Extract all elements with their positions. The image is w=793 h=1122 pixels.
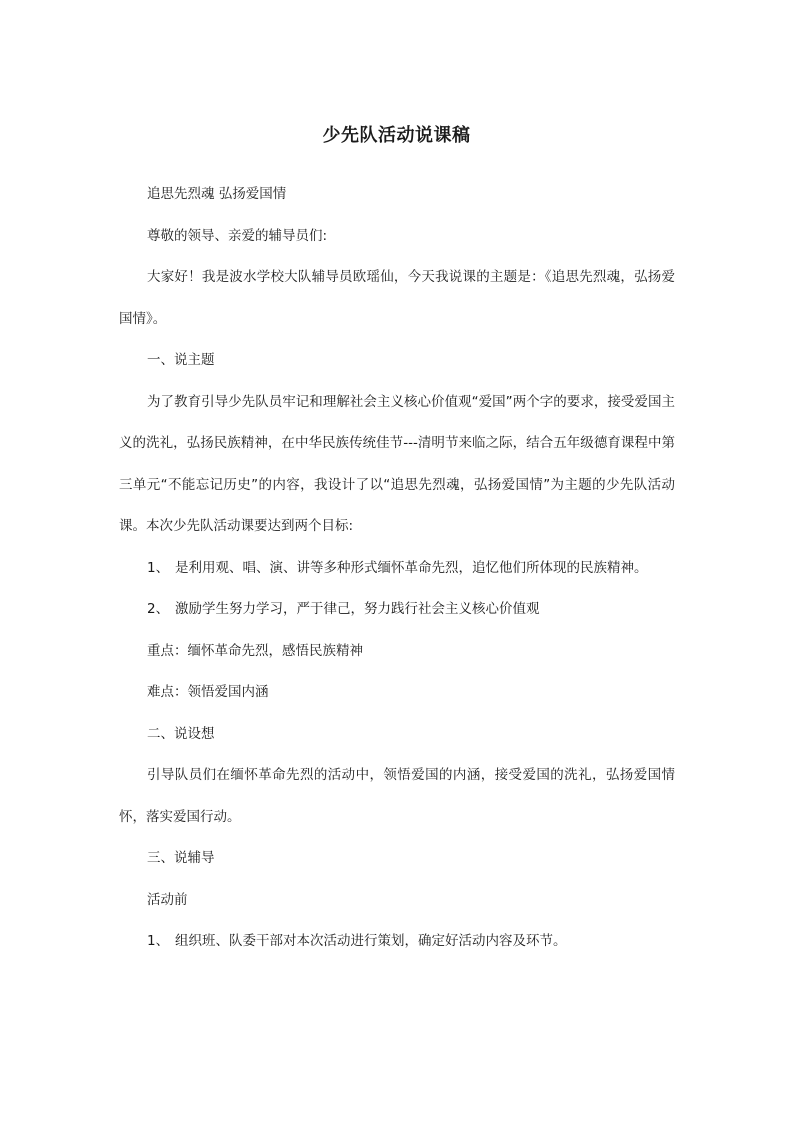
section3-heading: 三、说辅导 — [147, 850, 215, 866]
section2-paragraph: 引导队员们在缅怀革命先烈的活动中，领悟爱国的内涵，接受爱国的洗礼，弘扬爱国情怀，落实爱国行动。 — [119, 767, 675, 825]
step-text: 组织班、队委干部对本次活动进行策划，确定好活动内容及环节。 — [175, 933, 567, 949]
greeting-paragraph: 尊敬的领导、亲爱的辅导员们: — [147, 227, 328, 244]
before-activity-heading: 活动前 — [147, 891, 188, 908]
theme-paragraph: 为了教育引导少先队员牢记和理解社会主义核心价值观“爱国”两个字的要求，接受爱国主义的洗礼，弘扬民族精神，在中华民族传统佳节---清明节来临之际，结合五年级德育课程中第三单元“不能忘记历史”的内容，我设计了以“追思先烈魂，弘扬爱国情”为主题的少先队活动课。本次少先队活动课要达到两个目标: — [119, 393, 675, 534]
section1-heading: 一、说主题 — [147, 352, 215, 368]
document-title: 少先队活动说课稿 — [322, 125, 471, 146]
key-point: 重点：缅怀革命先烈，感悟民族精神 — [147, 642, 363, 659]
goal-text: 是利用观、唱、演、讲等多种形式缅怀革命先烈，追忆他们所体现的民族精神。 — [175, 559, 648, 576]
step-number: 1、 — [147, 933, 170, 949]
difficulty-point: 难点：领悟爱国内涵 — [147, 684, 269, 700]
goal-item — [119, 589, 675, 631]
goal-item — [119, 548, 675, 590]
section2-heading: 二、说设想 — [147, 725, 215, 742]
intro-paragraph: 大家好！我是波水学校大队辅导员欧瑶仙，今天我说课的主题是：《追思先烈魂，弘扬爱国情》。 — [119, 269, 675, 327]
goal-text: 激励学生努力学习，严于律己，努力践行社会主义核心价值观 — [175, 601, 540, 617]
subtitle-paragraph: 追思先烈魂 弘扬爱国情 — [147, 186, 287, 202]
document-body — [119, 174, 675, 963]
step-item — [119, 921, 675, 963]
goal-number: 2、 — [147, 601, 170, 617]
goal-number: 1、 — [147, 559, 170, 576]
